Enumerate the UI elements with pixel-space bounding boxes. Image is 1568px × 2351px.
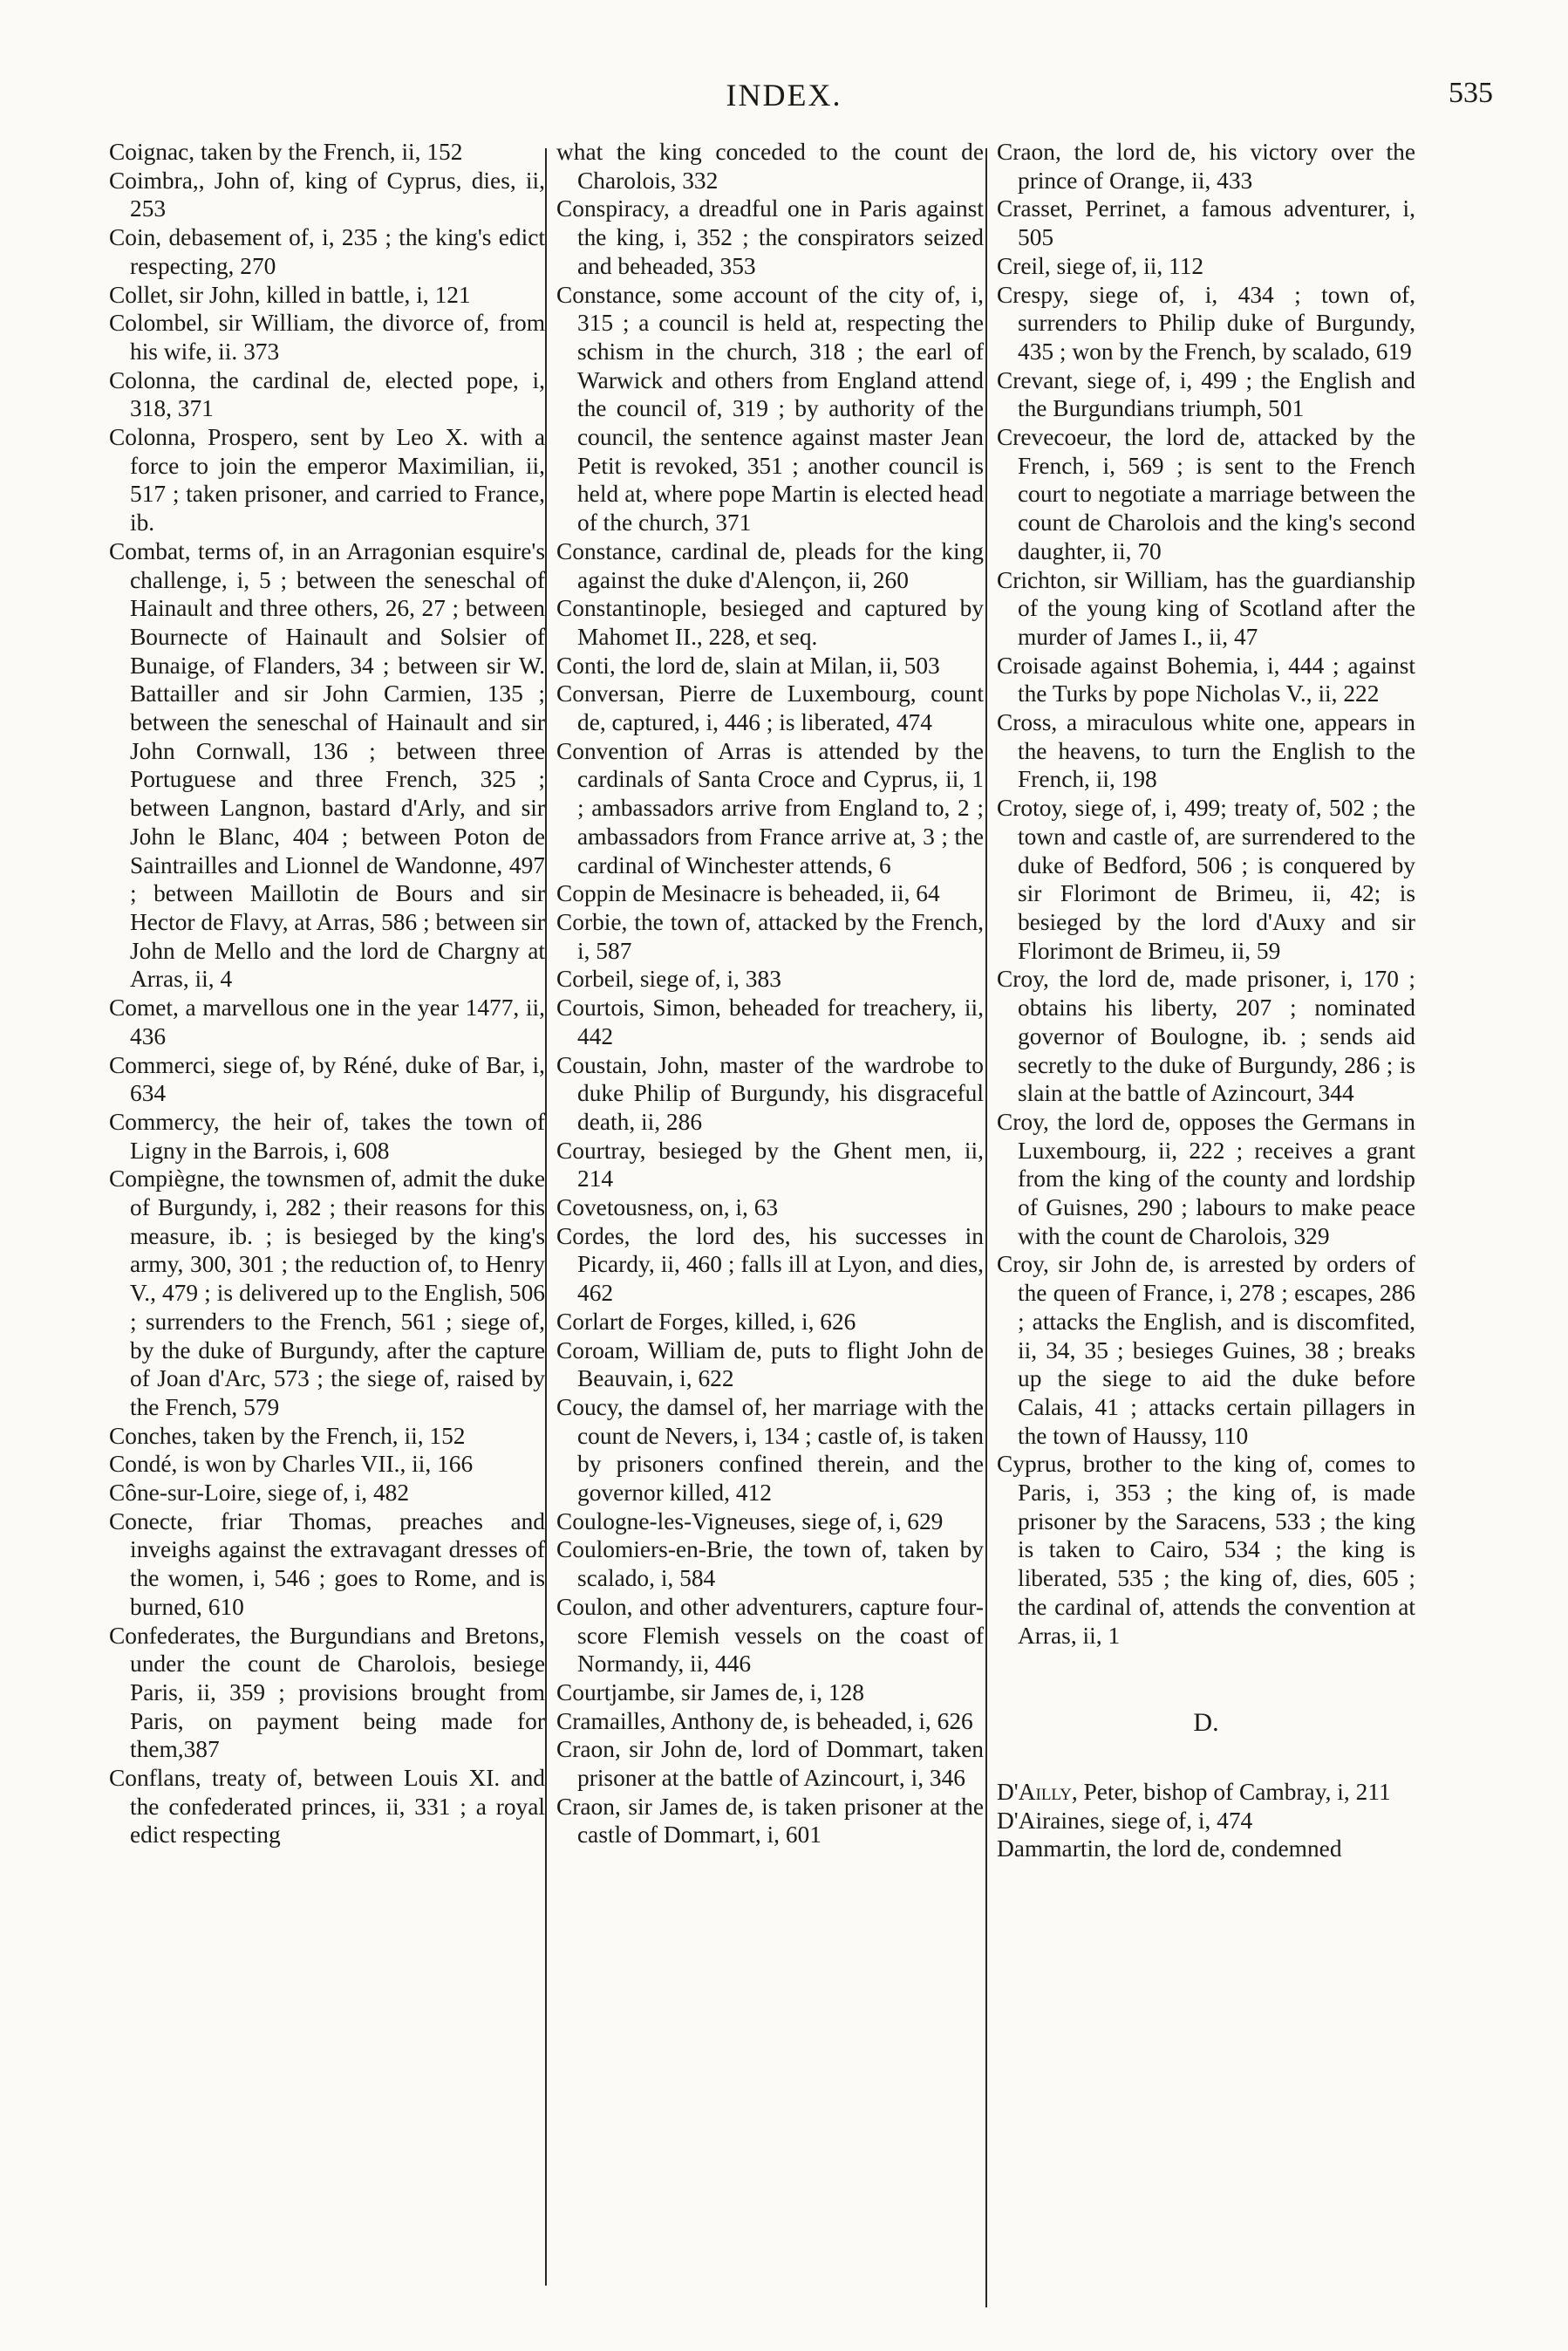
index-entry: Conspiracy, a dreadful one in Paris against the king, i, 352 ; the conspirators seized and beheaded, 353 [556, 195, 984, 279]
index-entry: Croy, the lord de, made prisoner, i, 170 ; obtains his liberty, 207 ; nominated governor of Boulogne, ib. ; sends aid secretly to the duke of Burgundy, 286 ; is slain at the battle of Azincourt, 344 [997, 966, 1415, 1107]
index-entry: Craon, sir James de, is taken prisoner at the castle of Dommart, i, 601 [556, 1793, 984, 1849]
page-number: 535 [1449, 77, 1493, 109]
index-entry: Confederates, the Burgundians and Bretons, under the count de Charolois, besiege Paris, ii, 359 ; provisions brought from Paris, on payment being made for them,387 [109, 1622, 545, 1763]
index-entry: Comet, a marvellous one in the year 1477, ii, 436 [109, 994, 545, 1049]
index-entry: Coustain, John, master of the wardrobe to duke Philip of Burgundy, his disgraceful death, ii, 286 [556, 1051, 984, 1135]
index-entry: Cordes, the lord des, his successes in Picardy, ii, 460 ; falls ill at Lyon, and dies, 462 [556, 1222, 984, 1307]
index-entry: Coin, debasement of, i, 235 ; the king's edict respecting, 270 [109, 224, 545, 279]
index-entry: Coucy, the damsel of, her marriage with the count de Nevers, i, 134 ; castle of, is taken by prisoners confined therein, and the governor killed, 412 [556, 1393, 984, 1507]
index-entry: Conflans, treaty of, between Louis XI. and the confederated princes, ii, 331 ; a royal edict respecting [109, 1765, 545, 1849]
index-column-2 [556, 138, 984, 1849]
entry-text: Dammartin, the lord de, condemned [997, 1835, 1342, 1862]
entry-head: D'Ailly [997, 1778, 1072, 1805]
index-entry: Cyprus, brother to the king of, comes to Paris, i, 353 ; the king of, is made prisoner by the Saracens, 533 ; the king is taken to Cairo, 534 ; the king is liberated, 535 ; the king of, dies, 605 ; the cardinal of, attends the convention at Arras, ii, 1 [997, 1451, 1415, 1649]
index-entry: Convention of Arras is attended by the cardinals of Santa Croce and Cyprus, ii, 1 ; ambassadors arrive from England to, 2 ; ambassadors from France arrive at, 3 ; the cardinal of Winchester attends, 6 [556, 737, 984, 878]
index-entry: Croy, the lord de, opposes the Germans in Luxembourg, ii, 222 ; receives a grant from the king of the county and lordship of Guisnes, 290 ; labours to make peace with the count de Charolois, 329 [997, 1108, 1415, 1249]
index-entry [997, 1835, 1415, 1863]
index-entry: Colonna, Prospero, sent by Leo X. with a force to join the emperor Maximilian, ii, 517 ; taken prisoner, and carried to France, ib. [109, 424, 545, 536]
index-entry: Conti, the lord de, slain at Milan, ii, 503 [556, 652, 940, 679]
index-entry: Crotoy, siege of, i, 499; treaty of, 502 ; the town and castle of, are surrendered to the duke of Bedford, 506 ; is conquered by sir Florimont de Brimeu, ii, 42; is besieged by the lord d'Auxy and sir Florimont de Brimeu, ii, 59 [997, 795, 1415, 964]
index-column-1 [109, 138, 545, 1849]
index-entry: Colombel, sir William, the divorce of, from his wife, ii. 373 [109, 310, 545, 365]
index-entry: Crevant, siege of, i, 499 ; the English and the Burgundians triumph, 501 [997, 366, 1415, 422]
index-entry: Compiègne, the townsmen of, admit the duke of Burgundy, i, 282 ; their reasons for this measure, ib. ; is besieged by the king's army, 300, 301 ; the reduction of, to Henry V., 479 ; is delivered up to the English, 506 ; surrenders to the French, 561 ; siege of, by the duke of Burgundy, after the capture of Joan d'Arc, 573 ; the siege of, raised by the French, 579 [109, 1165, 545, 1420]
column-divider [985, 148, 987, 2307]
index-entry: Corlart de Forges, killed, i, 626 [556, 1308, 856, 1335]
index-entry: Coignac, taken by the French, ii, 152 [109, 139, 463, 165]
index-entry: Courtray, besieged by the Ghent men, ii, 214 [556, 1137, 984, 1193]
entry-text: D'Airaines, siege of, i, 474 [997, 1807, 1253, 1834]
index-entry: Cross, a miraculous white one, appears in the heavens, to turn the English to the French, ii, 198 [997, 709, 1415, 793]
index-entry: Craon, the lord de, his victory over the prince of Orange, ii, 433 [997, 139, 1415, 194]
index-entry: Collet, sir John, killed in battle, i, 121 [109, 281, 471, 308]
index-entry: Craon, sir John de, lord of Dommart, taken prisoner at the battle of Azincourt, i, 346 [556, 1736, 984, 1792]
index-entry: Crichton, sir William, has the guardianship of the young king of Scotland after the murder of James I., ii, 47 [997, 566, 1415, 650]
index-entry: Corbeil, siege of, i, 383 [556, 966, 781, 993]
index-entry: Conversan, Pierre de Luxembourg, count de, captured, i, 446 ; is liberated, 474 [556, 680, 984, 736]
running-title: INDEX. [726, 78, 842, 113]
index-entry: Courtjambe, sir James de, i, 128 [556, 1678, 864, 1705]
entry-text: , Peter, bishop of Cambray, i, 211 [1071, 1778, 1391, 1805]
index-entry: Coulon, and other adventurers, capture four-score Flemish vessels on the coast of Normandy, ii, 446 [556, 1593, 984, 1678]
index-entry: Combat, terms of, in an Arragonian esquire's challenge, i, 5 ; between the seneschal of Hainault and three others, 26, 27 ; between Bournecte of Hainault and Solsier of Bunaige, of Flanders, 34 ; between sir W. Battailler and sir John Carmien, 135 ; between the seneschal of Hainault and sir John Cornwall, 136 ; between three Portuguese and three French, 325 ; between Langnon, bastard d'Arly, and sir John le Blanc, 404 ; between Poton de Saintrailles and Lionnel de Wandonne, 497 ; between Maillotin de Bours and sir Hector de Flavy, at Arras, 586 ; between sir John de Mello and the lord de Chargny at Arras, ii, 4 [109, 537, 545, 993]
index-entry: Courtois, Simon, beheaded for treachery, ii, 442 [556, 994, 984, 1049]
index-entry: Conches, taken by the French, ii, 152 [109, 1422, 466, 1449]
index-entry: Condé, is won by Charles VII., ii, 166 [109, 1451, 474, 1478]
index-entry: Conecte, friar Thomas, preaches and inveighs against the extravagant dresses of the women, i, 546 ; goes to Rome, and is burned, 610 [109, 1507, 545, 1620]
index-entry: Commerci, siege of, by Réné, duke of Bar, i, 634 [109, 1051, 545, 1107]
index-entry: Coroam, William de, puts to flight John de Beauvain, i, 622 [556, 1336, 984, 1392]
index-entry: Covetousness, on, i, 63 [556, 1194, 779, 1221]
index-entry [997, 1778, 1415, 1807]
index-entry: Coulogne-les-Vigneuses, siege of, i, 629 [556, 1507, 944, 1534]
index-entry: Cramailles, Anthony de, is beheaded, i, 626 [556, 1707, 973, 1734]
index-entry: Coulomiers-en-Brie, the town of, taken by scalado, i, 584 [556, 1536, 984, 1592]
index-entry: Corbie, the town of, attacked by the French, i, 587 [556, 908, 984, 964]
index-entry: Constance, some account of the city of, i, 315 ; a council is held at, respecting the schism in the church, 318 ; the earl of Warwick and others from England attend the council of, 319 ; by authority of the council, the sentence against master Jean Petit is revoked, 351 ; another council is held at, where pope Martin is elected head of the church, 371 [556, 281, 984, 536]
index-entry: Coppin de Mesinacre is beheaded, ii, 64 [556, 880, 940, 907]
index-entry: Creil, siege of, ii, 112 [997, 252, 1204, 279]
section-heading: D. [1193, 1708, 1219, 1738]
index-entry [997, 1807, 1415, 1835]
index-entry: Crespy, siege of, i, 434 ; town of, surrenders to Philip duke of Burgundy, 435 ; won by the French, by scalado, 619 [997, 281, 1415, 365]
index-entry: what the king conceded to the count de Charolois, 332 [556, 139, 984, 194]
index-entry: Croisade against Bohemia, i, 444 ; against the Turks by pope Nicholas V., ii, 222 [997, 652, 1415, 707]
index-entry: Coimbra,, John of, king of Cyprus, dies, ii, 253 [109, 167, 545, 222]
index-entry: Crasset, Perrinet, a famous adventurer, i, 505 [997, 195, 1415, 251]
index-entry: Constance, cardinal de, pleads for the king against the duke d'Alençon, ii, 260 [556, 537, 984, 593]
index-entry: Colonna, the cardinal de, elected pope, i, 318, 371 [109, 366, 545, 422]
index-entry: Commercy, the heir of, takes the town of Ligny in the Barrois, i, 608 [109, 1108, 545, 1164]
index-entry: Cône-sur-Loire, siege of, i, 482 [109, 1480, 410, 1507]
page-header [0, 77, 1568, 129]
column-divider [545, 148, 547, 2286]
index-entry: Croy, sir John de, is arrested by orders of the queen of France, i, 278 ; escapes, 286 ; attacks the English, and is discomfited, ii, 34, 35 ; besieges Guines, 38 ; breaks up the siege to aid the duke before Calais, 41 ; attacks certain pillagers in the town of Haussy, 110 [997, 1251, 1415, 1449]
index-entry: Crevecoeur, the lord de, attacked by the French, i, 569 ; is sent to the French court to negotiate a marriage between the count de Charolois and the king's second daughter, ii, 70 [997, 424, 1415, 564]
index-column-3 [997, 138, 1415, 1863]
index-entry: Constantinople, besieged and captured by Mahomet II., 228, et seq. [556, 595, 984, 650]
